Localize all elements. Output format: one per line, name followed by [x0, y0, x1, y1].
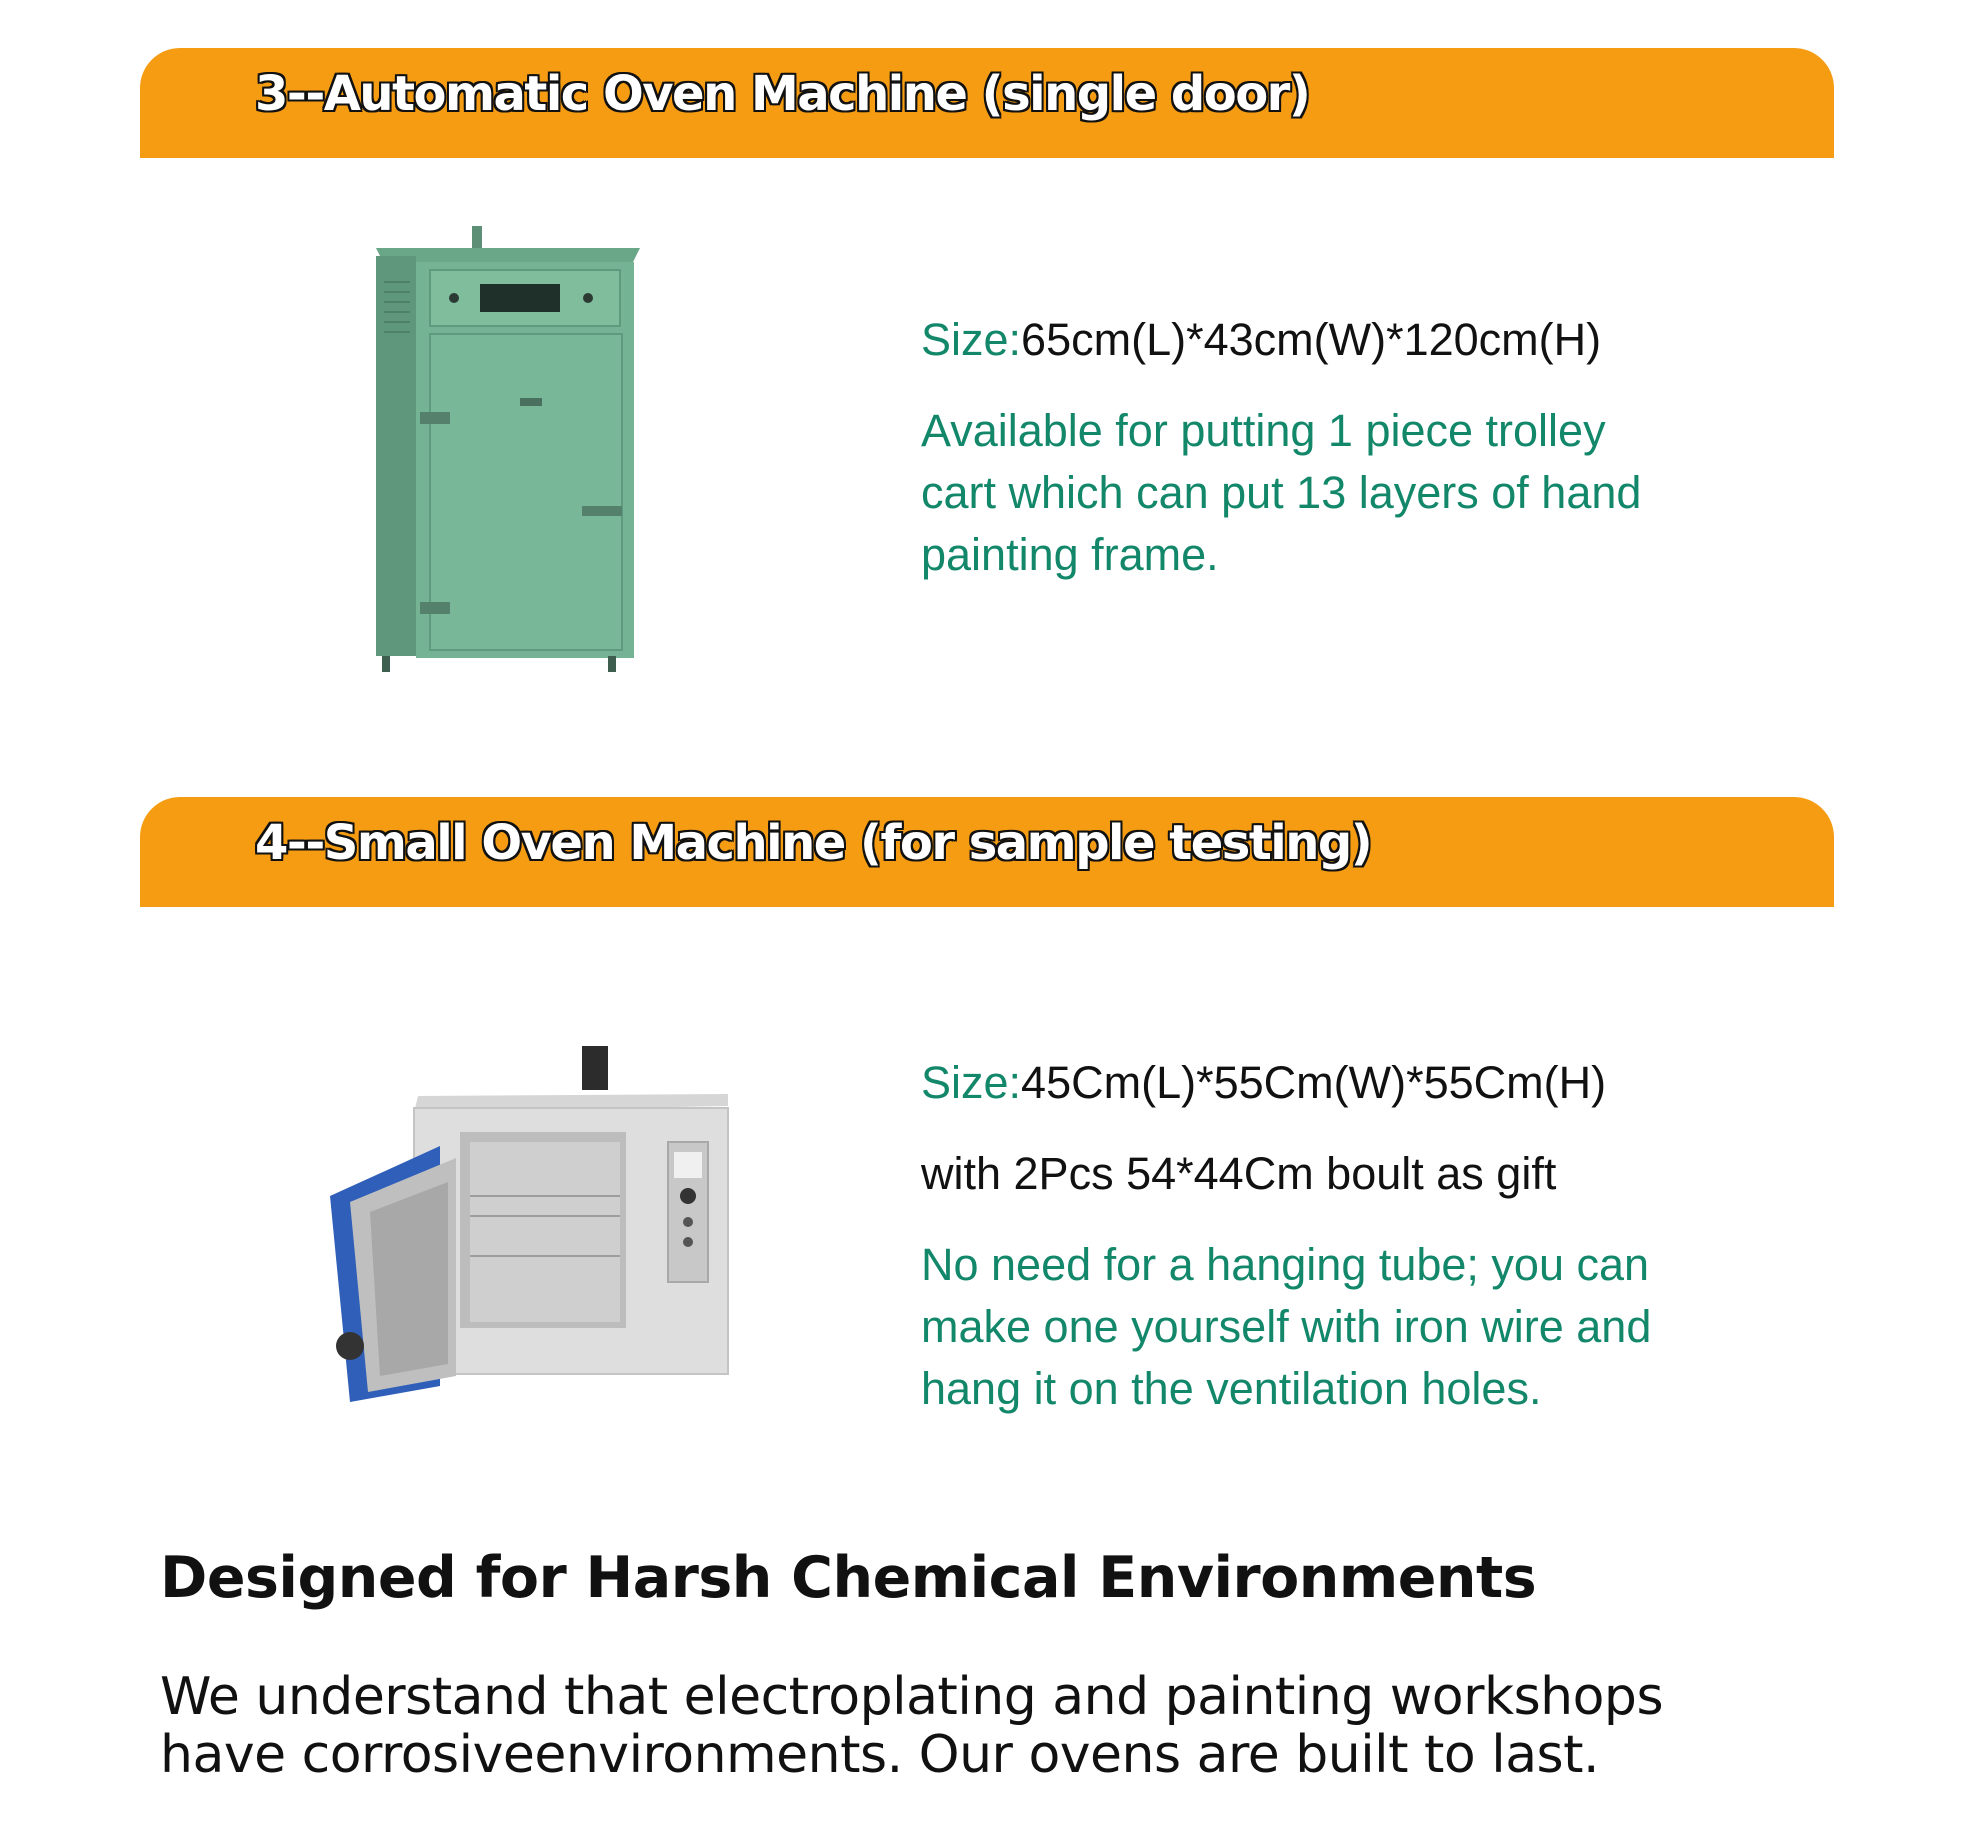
- section-title: 4--Small Oven Machine (for sample testing): [255, 815, 1372, 871]
- small-oven-image: [330, 1046, 730, 1404]
- gift-line: with 2Pcs 54*44Cm boult as gift: [921, 1148, 1557, 1199]
- size-line: [921, 1052, 1606, 1114]
- size-value: 45Cm(L)*55Cm(W)*55Cm(H): [1021, 1057, 1607, 1108]
- description-line: cart which can put 13 layers of hand: [921, 467, 1642, 518]
- size-value: 65cm(L)*43cm(W)*120cm(H): [1021, 314, 1602, 365]
- description-line: Available for putting 1 piece trolley: [921, 405, 1606, 456]
- size-line: [921, 309, 1601, 371]
- size-label: Size:: [921, 1057, 1022, 1108]
- description-line: make one yourself with iron wire and: [921, 1301, 1652, 1352]
- feature-heading: Designed for Harsh Chemical Environments: [160, 1545, 1537, 1611]
- feature-body-line: We understand that electroplating and painting workshops: [160, 1667, 1664, 1727]
- section-title: 3--Automatic Oven Machine (single door): [255, 66, 1310, 122]
- feature-body-line: have corrosiveenvironments. Our ovens are built to last.: [160, 1725, 1600, 1785]
- feature-body: [160, 1668, 1663, 1784]
- description-line: hang it on the ventilation holes.: [921, 1363, 1542, 1414]
- section-banner-automatic-oven: [140, 48, 1834, 158]
- description-line: No need for a hanging tube; you can: [921, 1239, 1650, 1290]
- section-banner-small-oven: [140, 797, 1834, 907]
- green-oven-image: [370, 222, 642, 674]
- description-line: painting frame.: [921, 529, 1219, 580]
- size-label: Size:: [921, 314, 1022, 365]
